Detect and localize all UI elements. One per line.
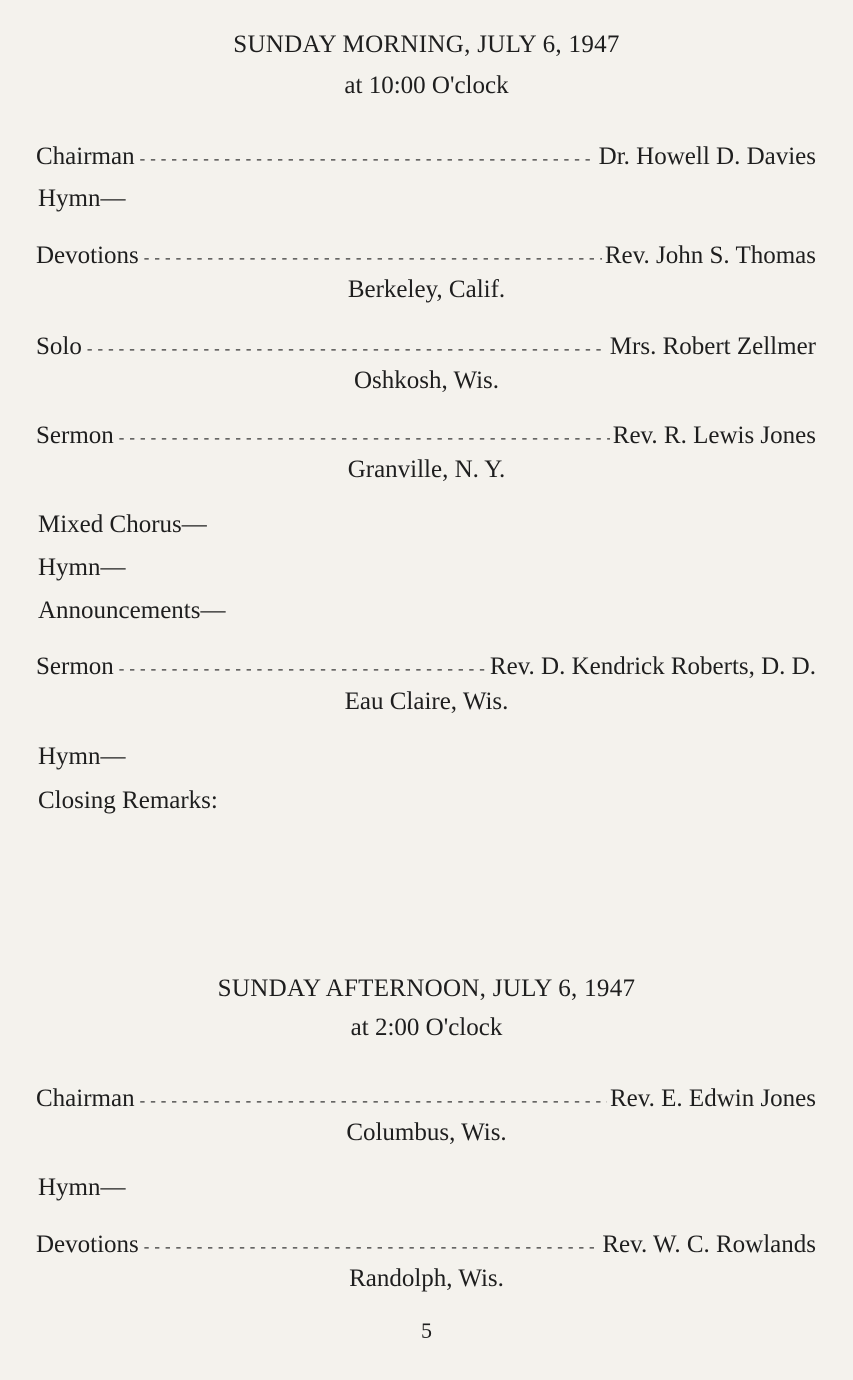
program-line-chairman xyxy=(36,143,816,171)
afternoon-heading: SUNDAY AFTERNOON, JULY 6, 1947 xyxy=(217,975,636,1002)
dot-leader xyxy=(142,250,602,268)
program-line-solo xyxy=(36,333,816,361)
item-label: Devotions xyxy=(36,242,139,269)
item-label: Solo xyxy=(36,333,82,360)
item-location: Columbus, Wis. xyxy=(346,1119,507,1146)
program-line-hymn: Hymn— xyxy=(38,743,126,770)
program-line-devotions xyxy=(36,242,816,270)
program-line-devotions xyxy=(36,1231,816,1259)
program-line-announcements: Announcements— xyxy=(38,597,226,624)
program-line-chairman xyxy=(36,1085,816,1113)
program-line-hymn: Hymn— xyxy=(38,554,126,581)
item-location: Eau Claire, Wis. xyxy=(344,688,509,715)
dot-leader xyxy=(117,661,487,679)
item-location: Granville, N. Y. xyxy=(347,456,506,483)
program-line-sermon xyxy=(36,653,816,681)
program-line-hymn: Hymn— xyxy=(38,1174,126,1201)
program-line-sermon xyxy=(36,422,816,450)
item-location: Berkeley, Calif. xyxy=(347,276,506,303)
item-person: Rev. E. Edwin Jones xyxy=(610,1085,816,1112)
item-person: Rev. John S. Thomas xyxy=(604,242,816,269)
item-person: Rev. W. C. Rowlands xyxy=(602,1231,816,1258)
program-line-hymn: Hymn— xyxy=(38,185,126,212)
item-person: Rev. D. Kendrick Roberts, D. D. xyxy=(489,653,816,680)
dot-leader xyxy=(142,1239,600,1257)
dot-leader xyxy=(138,151,596,169)
afternoon-time: at 2:00 O'clock xyxy=(350,1014,503,1041)
dot-leader xyxy=(138,1093,607,1111)
item-label: Sermon xyxy=(36,422,114,449)
item-label: Devotions xyxy=(36,1231,139,1258)
program-line-closing-remarks: Closing Remarks: xyxy=(38,787,218,814)
item-label: Chairman xyxy=(36,1085,135,1112)
item-person: Rev. R. Lewis Jones xyxy=(612,422,816,449)
item-person: Mrs. Robert Zellmer xyxy=(609,333,816,360)
item-person: Dr. Howell D. Davies xyxy=(598,143,816,170)
item-location: Oshkosh, Wis. xyxy=(353,367,500,394)
program-line-mixed-chorus: Mixed Chorus— xyxy=(38,511,207,538)
item-label: Chairman xyxy=(36,143,135,170)
morning-heading: SUNDAY MORNING, JULY 6, 1947 xyxy=(233,31,620,58)
item-location: Randolph, Wis. xyxy=(349,1265,504,1292)
item-label: Sermon xyxy=(36,653,114,680)
page-number: 5 xyxy=(421,1318,432,1343)
dot-leader xyxy=(85,341,607,359)
morning-time: at 10:00 O'clock xyxy=(344,72,509,99)
dot-leader xyxy=(117,430,610,448)
